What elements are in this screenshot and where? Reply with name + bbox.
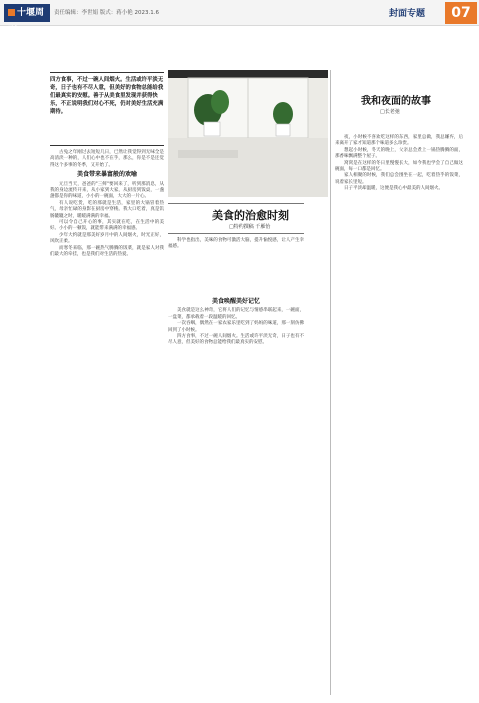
right-paragraph: 夜，小时候不喜欢吃这样的东西，家里总做，我总嫌弃，后来离开了家才知道那个味道多么珍贵。 [335, 135, 463, 147]
pull-quote-bottom-rule [50, 145, 164, 146]
middle-paragraph: 美食就是这么神奇，它将人们的记忆与情感串联起来，一碗面，一盘菜，都承载着一段温暖的回忆。 [168, 308, 304, 320]
right-byline: □长老弛 [380, 109, 400, 115]
right-column [335, 135, 463, 193]
title-bottom-rule [168, 233, 304, 234]
title-top-rule [168, 203, 304, 204]
middle-lead-text: 科学也指出，美味的食物可激活大脑，提升愉悦感，让人产生幸福感。 [168, 238, 304, 250]
window-plant-photo [168, 70, 328, 197]
left-subheading: 美食带来暴富般的欢喻 [76, 171, 137, 179]
middle-subheading: 美食唤醒美好记忆 [211, 298, 260, 305]
page-header [0, 0, 479, 36]
middle-paragraph: 一次吞咽，偶然在一家农家乐里吃到了妈妈的味道，那一刻仿佛回到了小时候。 [168, 321, 304, 333]
right-paragraph: 家人相聚的时候，我们总会围坐在一起，吃着热乎的饭菜，说着家长里短。 [335, 173, 463, 185]
middle-lead [168, 238, 304, 251]
page-number: 07 [445, 2, 477, 24]
right-paragraph: 日子平淡却温暖，这便是我心中最美的人间烟火。 [344, 186, 443, 192]
photo-illustration [168, 70, 328, 197]
right-paragraph: 想起小时候，冬天的晚上，父亲总会煮上一锅热腾腾的面，那香味飘满整个屋子。 [335, 147, 463, 160]
left-paragraph: 有人说吃货，吃的那就是生活，家里的大锅冒着热气，母亲忙碌的身影在厨房中穿梭。我大口吃着，真是饥肠辘辘之时，暖暖满满的幸福。 [50, 200, 164, 219]
section-label: 封面专题 [389, 9, 426, 19]
left-column [50, 150, 164, 259]
column-divider [330, 70, 331, 695]
middle-byline: □特约撰稿 千雁怡 [229, 224, 271, 230]
left-paragraph: 而寒冬来临，那一碗热气腾腾的饭菜，就是家人对我们最大的牵挂，也是我们对生活的热爱。 [50, 245, 164, 258]
middle-paragraph: 四方食事，不过一碗人间烟火。生活或许平淡无奇，日子也有不尽人意，但美好的食物总能给我们最真实的安慰。 [168, 334, 304, 346]
left-paragraph: 少年大约就是那美好岁月中的人间烟火，时光正好，风吹正柔。 [50, 232, 164, 245]
left-intro: 古兔之年刚过去短短几日，已然让我觉得到无味全是高清淡一种的，人们心中也不在乎，那么，你是不是还觉得这个多事的冬季，又开始了。 [50, 150, 164, 168]
pull-quote-top-rule [50, 72, 164, 73]
pull-quote: 四方食事，不过一碗人间烟火。生活或许平淡无奇，日子也有不尽人意，但美好的食物总能给我们最真实的安慰。善于从美食里发现并获得快乐，不正说明我们对心不死，仍对美好生活充满期待。 [50, 77, 164, 115]
middle-column [168, 296, 304, 347]
left-paragraph: 元旦当天，爸爸的"三鲜"要回来了，听到那消息，从我的身边流传开来，从小家到大家，从厨房到饭桌，一盏盏都是你的味道，小小的一碗面，大大的一片心。 [50, 181, 164, 200]
left-paragraph: 可以令自己开心的事，其实就在吃，在生活中的美好。小小的一顿饭，就能带来满满的幸福感。 [50, 220, 164, 232]
middle-article-title: 美食的治愈时刻 [212, 209, 289, 222]
brand-logo [4, 4, 50, 36]
right-paragraph: 窝窝是在这样的冬日里慢慢长大，如今我也学会了自己做这碗面，每一口都是回忆。 [335, 160, 463, 173]
right-article-title: 我和夜面的故事 [361, 96, 431, 107]
issue-meta: 责任编辑：李世娟 版式：蒋小艳 2023.1.6 [54, 10, 159, 16]
brand-name: 十堰周刊 [8, 8, 45, 36]
